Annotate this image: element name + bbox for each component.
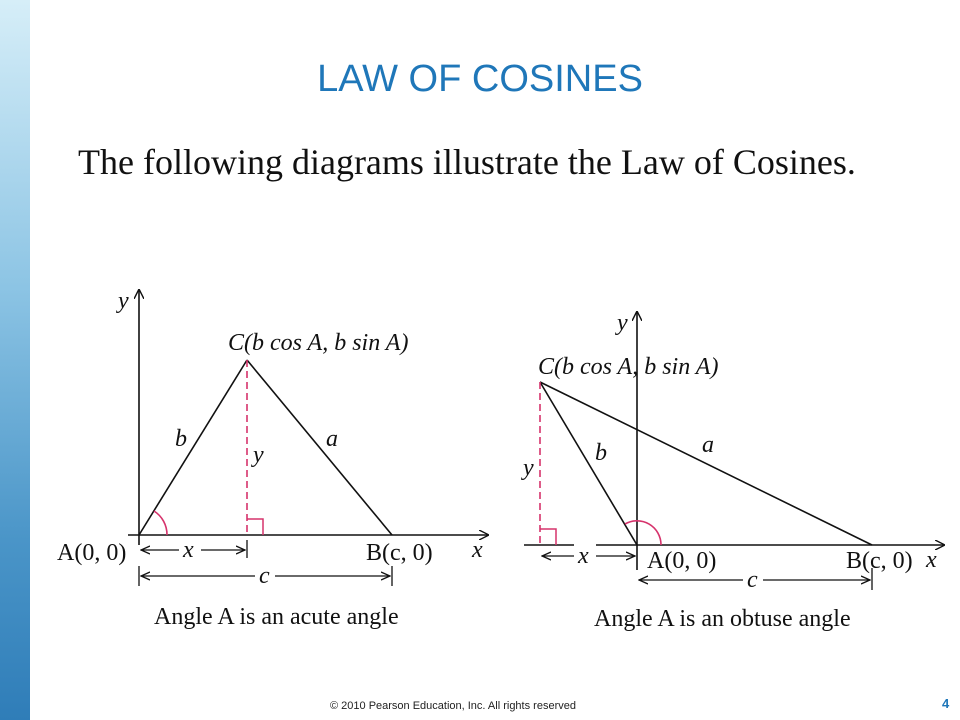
page-number: 4 (942, 696, 950, 711)
left-dim-c-label: c (259, 563, 270, 589)
right-side-a-label: a (702, 432, 714, 458)
copyright-footer: © 2010 Pearson Education, Inc. All rights reserved (330, 700, 576, 712)
left-y-axis-label: y (118, 288, 129, 314)
right-x-axis-label: x (926, 547, 937, 573)
left-side-b (139, 360, 247, 535)
right-dim-c-label: c (747, 567, 758, 593)
left-dim-x-label: x (183, 537, 194, 563)
left-side-b-label: b (175, 426, 187, 452)
right-height-label: y (523, 455, 534, 481)
right-dim-x-label: x (578, 543, 589, 569)
left-angle-a-arc (154, 511, 167, 535)
right-side-a (540, 382, 872, 545)
left-side-a-label: a (326, 426, 338, 452)
left-vertex-a-label: A(0, 0) (57, 540, 127, 566)
right-vertex-a-label: A(0, 0) (647, 548, 717, 574)
left-right-angle-marker (247, 519, 263, 535)
left-x-axis-label: x (472, 537, 483, 563)
left-vertex-c-label: C(b cos A, b sin A) (228, 330, 409, 356)
left-side-a (247, 360, 392, 535)
left-caption: Angle A is an acute angle (154, 604, 399, 630)
acute-angle-diagram (57, 288, 488, 630)
right-y-axis-label: y (617, 310, 628, 336)
right-right-angle-marker (540, 529, 556, 545)
left-vertex-b-label: B(c, 0) (366, 540, 433, 566)
right-side-b-label: b (595, 440, 607, 466)
right-caption: Angle A is an obtuse angle (594, 606, 851, 632)
obtuse-angle-diagram (521, 310, 944, 632)
right-vertex-b-label: B(c, 0) (846, 548, 913, 574)
body-text: The following diagrams illustrate the Law of Cosines. (78, 142, 856, 182)
right-vertex-c-label: C(b cos A, b sin A) (538, 354, 719, 380)
slide-title: LAW OF COSINES (317, 58, 643, 100)
left-height-label: y (253, 442, 264, 468)
